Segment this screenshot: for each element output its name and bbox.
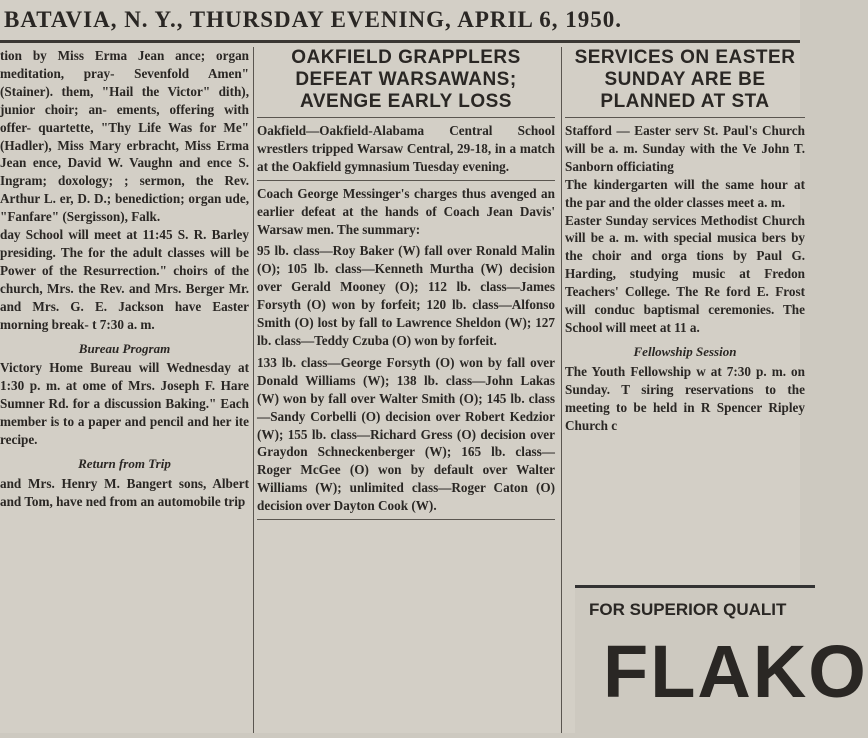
ad-brand: FLAKO [603,630,868,713]
subheading-bureau-program: Bureau Program [78,340,171,356]
subheading-return-from-trip: Return from Trip [78,455,171,471]
article-paragraph: and Mrs. Henry M. Bangert sons, Albert and Tom, have ned from an automobile trip [0,475,249,509]
headline-line-1: SERVICES ON EASTER [574,47,796,68]
column-middle [257,47,555,733]
headline-line-2: SUNDAY ARE BE [604,69,766,90]
advertisement [575,585,868,738]
masthead-rule [0,40,800,43]
article-paragraph: Coach George Messinger's charges thus avenged an earlier defeat at the hands of Coach Jean Davis' Warsaw men. The summary: [257,185,555,237]
headline-line-3: AVENGE EARLY LOSS [300,91,512,112]
column-divider [561,47,562,733]
headline-line-3: PLANNED AT STA [600,91,770,112]
article-paragraph: The Youth Fellowship w at 7:30 p. m. on Sunday. T siring reservations to the meeting to be held in R Spencer Ripley Church c [565,363,805,433]
headline-line-1: OAKFIELD GRAPPLERS [291,47,521,68]
column-left [0,47,249,733]
column-divider [253,47,254,733]
article-paragraph: Victory Home Bureau will Wednesday at 1:30 p. m. at ome of Mrs. Joseph F. Hare Sumner Rd. for a discussion Baking." Each member is to a paper and pencil and her ite recipe. [0,360,249,448]
masthead-dateline: BATAVIA, N. Y., THURSDAY EVENING, APRIL 6, 1950. [4,7,623,32]
headline-line-2: DEFEAT WARSAWANS; [295,69,517,90]
subheading-fellowship-session: Fellowship Session [633,343,737,359]
article-paragraph: 95 lb. class—Roy Baker (W) fall over Ronald Malin (O); 105 lb. class—Kenneth Murtha (W) decision over Gerald Mooney (O); 112 lb. class—James Forsyth (O) won by forfeit; 120 lb. class—Alfonso Smith (O) lost by fall to Lawrence Sheldon (W); 127 lb. class—Teddy Czuba (O) won by forfeit. [257,243,555,348]
article-paragraph: Oakfield—Oakfield-Alabama Central School wrestlers tripped Warsaw Central, 29-18, in a match at the Oakfield gymnasium Tuesday evening. [257,123,555,174]
ad-tagline: FOR SUPERIOR QUALIT [589,600,787,619]
article-paragraph: tion by Miss Erma Jean ance; organ meditation, pray- Sevenfold Amen" (Stainer). them, "Hail the Victor" dith), junior choir; an- ements, offering with offer- quartette, "Thy Life Was for Me" (Hadler), Miss Mary erbracht, Miss Erma Jean ence, David W. Vaughn and ence S. Ingram; doxology; ; sermon, the Rev. Arthur L. er, D. D.; benediction; organ ude, "Fanfare" (Sergisson), Falk. [0,48,249,225]
article-paragraph: day School will meet at 11:45 S. R. Barley presiding. The for the adult classes will be Power of the Resurrection." choirs of the church, Mrs. the Rev. and Mrs. Berger Mr. and Mrs. G. E. Jackson have Easter morning break- t 7:30 a. m. [0,227,249,332]
article-paragraph: Easter Sunday services Methodist Church will be a. m. with special musica bers by the choir and orga tions by Paul G. Harding, studying music at Fredon Teachers' College. The Re ford E. Frost will conduc baptismal ceremonies. The School will meet at 11 a. [565,212,805,335]
article-paragraph: The kindergarten will the same hour at the par and the older classes meet a. m. [565,176,805,210]
article-paragraph: 133 lb. class—George Forsyth (O) won by fall over Donald Williams (W); 138 lb. class—John Lakas (W) won by fall over Walter Smith (O); 145 lb. class—Sandy Corbelli (O) decision over Robert Kedzior (W); 155 lb. class—Richard Gress (O) decision over Graydon Schneckenberger (W); 165 lb. class—Roger McGee (O) won by default over Walter Williams (W); unlimited class—Roger Caton (O) decision over Dayton Cook (W). [257,354,555,514]
article-paragraph: Stafford — Easter serv St. Paul's Church will be a. m. Sunday with the Ve John T. Sanborn officiating [565,123,805,174]
